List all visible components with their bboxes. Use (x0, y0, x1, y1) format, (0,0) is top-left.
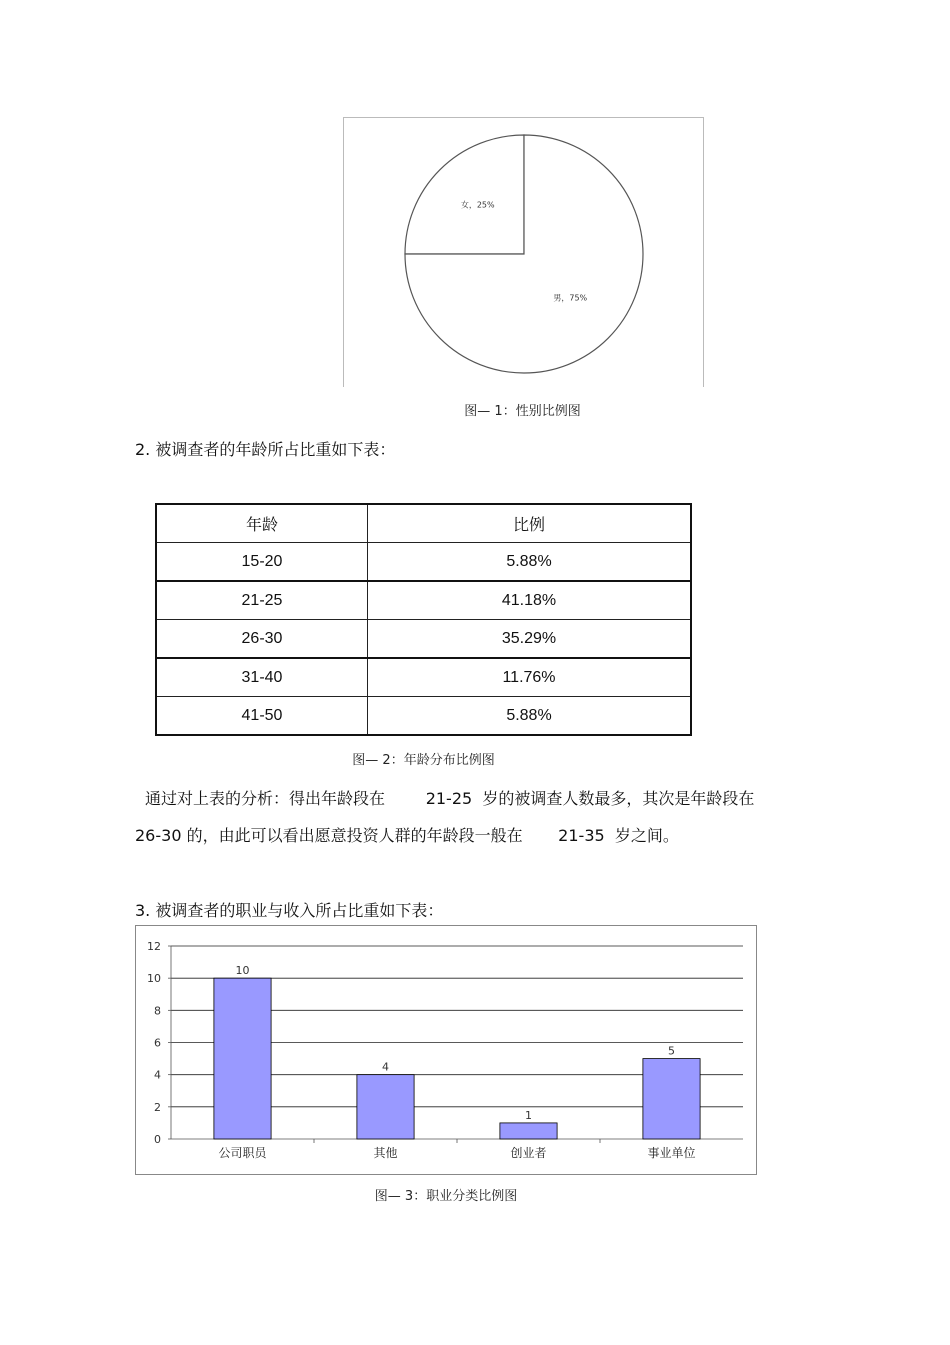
table-row (156, 620, 691, 659)
section2-heading: 2. 被调查者的年龄所占比重如下表： (135, 440, 396, 459)
table-cell-ratio: 5.88% (368, 697, 692, 736)
y-tick-label: 6 (154, 1036, 161, 1050)
y-tick-label: 12 (147, 940, 161, 953)
bar-其他 (357, 1075, 414, 1139)
pie-svg (344, 118, 703, 387)
table-cell-ratio: 11.76% (368, 658, 692, 697)
bar-data-label: 5 (668, 1044, 675, 1058)
figure1-caption: 图— 1：性别比例图 (464, 404, 581, 419)
bar-data-label: 1 (525, 1108, 532, 1122)
pie-slice-女 (405, 135, 524, 254)
y-tick-label: 10 (147, 972, 161, 986)
table-header-age: 年龄 (156, 504, 368, 543)
x-tick-label: 创业者 (510, 1146, 547, 1160)
pie-slice-label: 男，75% (553, 293, 588, 303)
bar-svg (136, 926, 756, 1174)
table-header-row (156, 504, 691, 543)
table-cell-age: 41-50 (156, 697, 368, 736)
table-cell-age: 21-25 (156, 581, 368, 620)
occupation-bar-chart (135, 925, 757, 1175)
gender-pie-chart (343, 117, 704, 387)
table-cell-age: 31-40 (156, 658, 368, 697)
pie-slice-label: 女，25% (460, 200, 495, 210)
bar-data-label: 4 (382, 1060, 389, 1074)
analysis-line-2: 26-30 的，由此可以看出愿意投资人群的年龄段一般在 21-35 岁之间。 (135, 826, 679, 845)
figure2-caption: 图— 2：年龄分布比例图 (352, 753, 495, 768)
x-tick-label: 其他 (373, 1146, 398, 1160)
table-cell-ratio: 35.29% (368, 620, 692, 659)
y-tick-label: 0 (154, 1133, 161, 1146)
bar-data-label: 10 (235, 964, 250, 978)
y-tick-label: 2 (154, 1100, 161, 1114)
y-tick-label: 8 (154, 1004, 161, 1018)
table-row (156, 543, 691, 582)
table-row (156, 658, 691, 697)
bar-公司职员 (214, 978, 271, 1139)
table-row (156, 581, 691, 620)
table-header-ratio: 比例 (368, 504, 692, 543)
bar-事业单位 (643, 1059, 700, 1139)
x-tick-label: 公司职员 (218, 1146, 267, 1160)
age-table (155, 503, 692, 736)
bar-创业者 (500, 1123, 557, 1139)
analysis-line-1: 通过对上表的分析：得出年龄段在 21-25 岁的被调查人数最多，其次是年龄段在 (145, 789, 755, 808)
figure3-caption: 图— 3：职业分类比例图 (374, 1189, 518, 1204)
y-tick-label: 4 (154, 1068, 161, 1082)
table-cell-age: 26-30 (156, 620, 368, 659)
table-row (156, 697, 691, 736)
table-cell-ratio: 5.88% (368, 543, 692, 582)
table-cell-age: 15-20 (156, 543, 368, 582)
section3-heading: 3. 被调查者的职业与收入所占比重如下表： (135, 901, 444, 920)
table-cell-ratio: 41.18% (368, 581, 692, 620)
x-tick-label: 事业单位 (647, 1146, 696, 1160)
